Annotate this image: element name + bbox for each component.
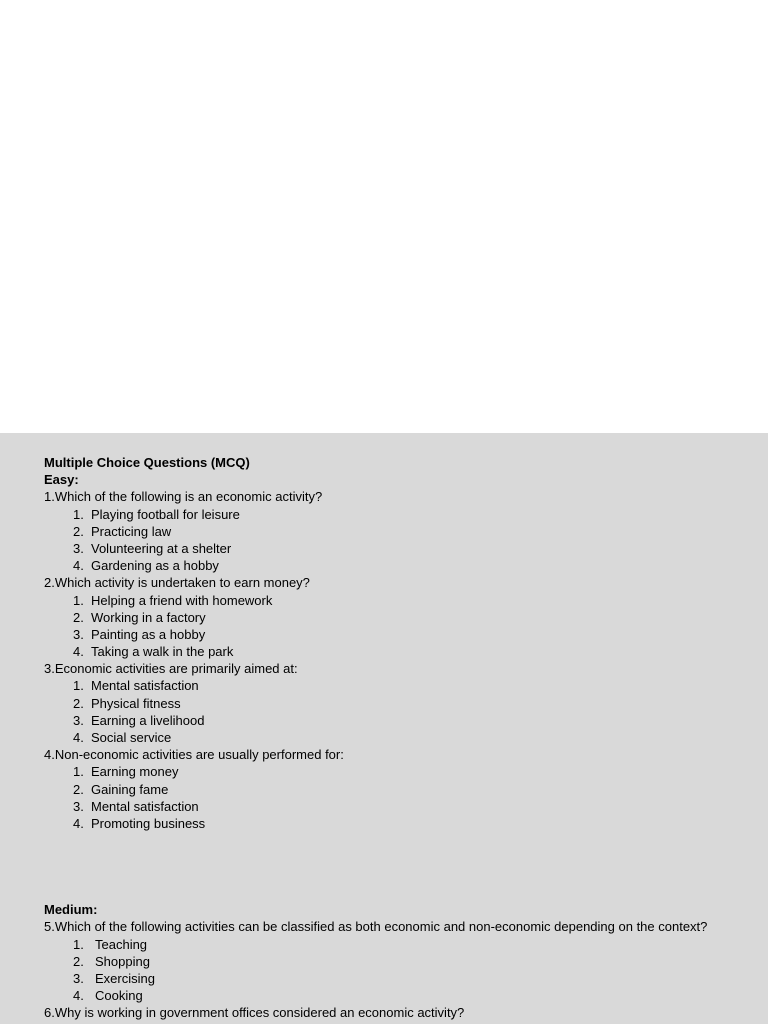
answer-option <box>44 970 744 987</box>
answer-option <box>44 523 744 540</box>
option-number: 2. <box>73 695 84 711</box>
option-text: Physical fitness <box>91 695 181 711</box>
option-text: Mental satisfaction <box>91 798 199 814</box>
answer-option <box>44 953 744 970</box>
option-number: 4. <box>73 730 84 745</box>
answer-option <box>44 592 744 609</box>
answer-option <box>44 626 744 643</box>
option-text: Social service <box>91 730 172 745</box>
blank-page-area <box>0 0 768 433</box>
option-number: 3. <box>73 970 84 986</box>
option-text: Gaining fame <box>91 781 169 797</box>
option-number: 3. <box>73 798 84 814</box>
answer-option <box>44 815 744 832</box>
document-content <box>44 454 744 1021</box>
option-text: Mental satisfaction <box>91 678 199 694</box>
option-number: 4. <box>73 558 84 574</box>
option-text: Volunteering at a shelter <box>91 540 232 556</box>
option-number: 3. <box>73 540 84 556</box>
answer-option <box>44 936 744 953</box>
answer-option <box>44 557 744 574</box>
answer-option <box>44 609 744 626</box>
question-text: 2.Which activity is undertaken to earn money? <box>44 575 310 591</box>
option-text: Promoting business <box>91 815 206 831</box>
answer-option <box>44 763 744 780</box>
answer-option <box>44 712 744 729</box>
section-label-medium: Medium: <box>44 902 98 918</box>
option-text: Teaching <box>95 936 148 952</box>
question-text: 3.Economic activities are primarily aimed at: <box>44 661 298 677</box>
option-number: 4. <box>73 815 84 831</box>
option-number: 2. <box>73 523 84 539</box>
option-number: 4. <box>73 988 84 1004</box>
answer-option <box>44 695 744 712</box>
answer-option <box>44 677 744 694</box>
option-text: Exercising <box>95 970 155 986</box>
option-text: Shopping <box>95 953 150 969</box>
answer-option <box>44 506 744 523</box>
option-text: Cooking <box>95 988 143 1004</box>
question-text: 6.Why is working in government offices considered an economic activity? <box>44 1005 465 1021</box>
option-number: 3. <box>73 712 84 728</box>
answer-option <box>44 540 744 557</box>
option-number: 2. <box>73 781 84 797</box>
option-number: 4. <box>73 644 84 660</box>
answer-option <box>44 798 744 815</box>
option-number: 3. <box>73 626 84 642</box>
option-text: Working in a factory <box>91 609 206 625</box>
option-number: 1. <box>73 506 84 522</box>
answer-option <box>44 729 744 746</box>
document-page <box>0 433 768 1024</box>
option-number: 2. <box>73 609 84 625</box>
option-text: Earning a livelihood <box>91 712 205 728</box>
question-text: 5.Which of the following activities can be classified as both economic and non-economic depending on the context? <box>44 919 708 935</box>
option-number: 1. <box>73 936 84 952</box>
answer-option <box>44 781 744 798</box>
question-text: 1.Which of the following is an economic activity? <box>44 489 323 505</box>
option-number: 1. <box>73 592 84 608</box>
option-text: Gardening as a hobby <box>91 558 219 574</box>
option-number: 1. <box>73 678 84 694</box>
option-text: Taking a walk in the park <box>91 644 234 660</box>
document-heading: Multiple Choice Questions (MCQ) <box>44 455 250 470</box>
section-spacer <box>44 832 744 901</box>
option-text: Practicing law <box>91 523 172 539</box>
section-label-easy: Easy: <box>44 472 79 488</box>
option-text: Playing football for leisure <box>91 506 240 522</box>
answer-option <box>44 643 744 660</box>
option-text: Helping a friend with homework <box>91 592 273 608</box>
answer-option <box>44 987 744 1004</box>
option-number: 2. <box>73 953 84 969</box>
question-text: 4.Non-economic activities are usually performed for: <box>44 747 344 763</box>
option-text: Painting as a hobby <box>91 626 206 642</box>
option-number: 1. <box>73 764 84 780</box>
option-text: Earning money <box>91 764 179 780</box>
